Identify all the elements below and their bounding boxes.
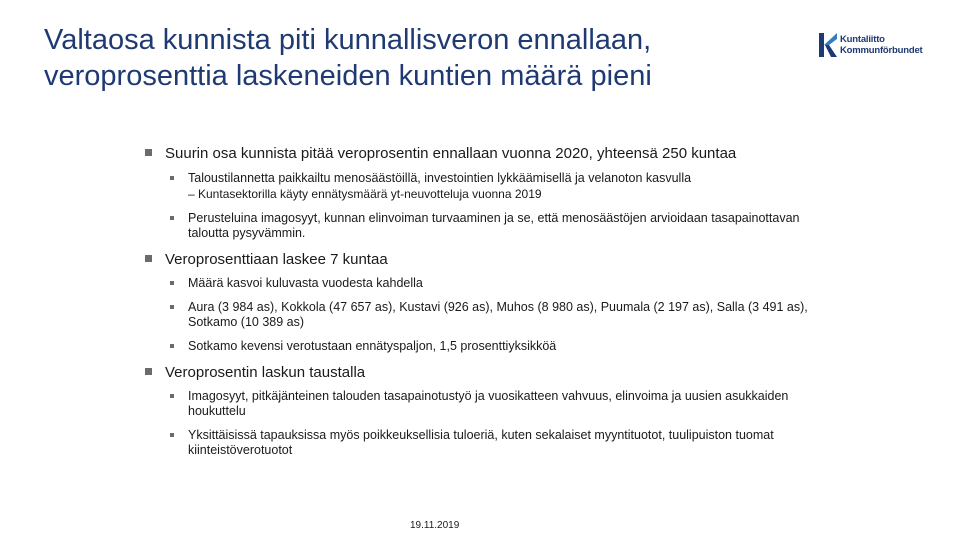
slide-title [44,22,844,94]
square-bullet-icon [170,344,174,348]
kuntaliitto-logo [816,30,936,64]
bullet-text: Sotkamo kevensi verotustaan ennätyspaljon, 1,5 prosenttiyksikköä [188,339,557,353]
bullet-level-2 [145,171,835,186]
logo-wordmark [840,34,923,56]
bullet-level-2 [145,276,835,291]
bullet-text: Suurin osa kunnista pitää veroprosentin ennallaan vuonna 2020, yhteensä 250 kuntaa [165,145,737,162]
footer-date: 19.11.2019 [410,520,460,531]
square-bullet-icon [170,433,174,437]
square-bullet-icon [145,368,152,375]
bullet-text: Perusteluina imagosyyt, kunnan elinvoiman turvaaminen ja se, että menosäästöjen arvioidaan tasapainottavan taloutta pysyvämmin. [188,211,800,240]
slide-title-line-2: veroprosenttia laskeneiden kuntien määrä pieni [44,60,652,92]
bullet-text: Yksittäisissä tapauksissa myös poikkeuksellisia tuloeriä, kuten sekalaiset myyntituotot, tuulipuiston tuomat kiinteistöverotuotot [188,428,774,457]
logo-text-finnish: Kuntaliitto [840,34,885,45]
square-bullet-icon [170,394,174,398]
bullet-level-2 [145,339,835,354]
kuntaliitto-logo-mark-icon [816,30,840,60]
bullet-text: Veroprosenttiaan laskee 7 kuntaa [165,251,388,268]
square-bullet-icon [145,149,152,156]
bullet-text: Veroprosentin laskun taustalla [165,364,366,381]
square-bullet-icon [170,216,174,220]
bullet-text: Taloustilannetta paikkailtu menosäästöillä, investointien lykkäämisellä ja velanoton kasvulla [188,171,692,185]
bullet-text: Imagosyyt, pitkäjänteinen talouden tasapainotustyö ja vuosikatteen vahvuus, elinvoima ja uusien asukkaiden houkuttelu [188,389,789,418]
bullet-level-2 [145,389,835,419]
square-bullet-icon [170,305,174,309]
bullet-level-1 [145,144,835,163]
bullet-level-2 [145,211,835,241]
slide-title-line-1: Valtaosa kunnista piti kunnallisveron ennallaan, [44,24,652,56]
square-bullet-icon [145,255,152,262]
bullet-level-1 [145,363,835,382]
logo-text-swedish: Kommunförbundet [840,45,923,56]
bullet-list [145,144,835,458]
square-bullet-icon [170,281,174,285]
bullet-level-3: – Kuntasektorilla käyty ennätysmäärä yt-neuvotteluja vuonna 2019 [188,187,542,201]
bullet-level-2 [145,300,835,330]
square-bullet-icon [170,176,174,180]
bullet-text: Määrä kasvoi kuluvasta vuodesta kahdella [188,276,423,290]
bullet-text: Aura (3 984 as), Kokkola (47 657 as), Kustavi (926 as), Muhos (8 980 as), Puumala (2 197 as), Salla (3 491 as), Sotkamo (10 389 as) [188,300,808,329]
bullet-level-2 [145,428,835,458]
bullet-level-1 [145,250,835,269]
